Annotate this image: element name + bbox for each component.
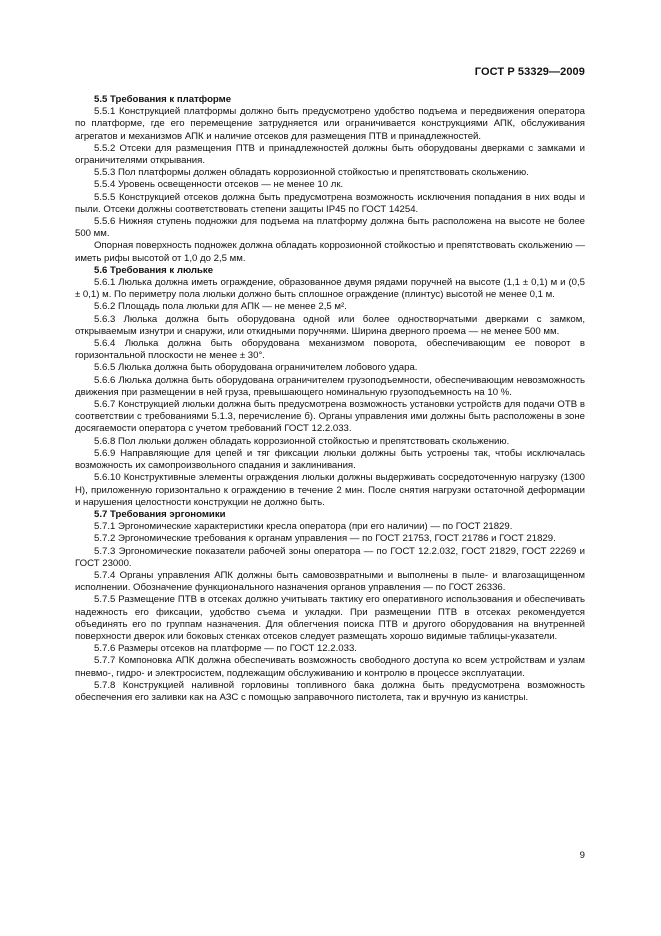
- paragraph: 5.7.5 Размещение ПТВ в отсеках должно учитывать тактику его оперативного использования и обеспечивать надежность его фиксации, удобство съема и укладки. При размещении ПТВ в отсеках рекомендуется объединять его по группам назначения. Для облегчения поиска ПТВ и другого оборудования на внутренней поверхности дверок или боковых стенках отсеков следует размещать хорошо видимые таблицы-указатели.: [75, 594, 585, 642]
- paragraph: 5.7.3 Эргономические показатели рабочей зоны оператора — по ГОСТ 12.2.032, ГОСТ 21829, ГОСТ 22269 и ГОСТ 23000.: [75, 545, 585, 569]
- section-heading: 5.7 Требования эргономики: [94, 508, 226, 520]
- paragraph: 5.5.2 Отсеки для размещения ПТВ и принадлежностей должны быть оборудованы дверками с замками и ограничителями открывания.: [75, 142, 585, 167]
- paragraph: 5.6.9 Направляющие для цепей и тяг фиксации люльки должны быть устроены так, чтобы исключалась возможность их самопроизвольного спадания и заклинивания.: [75, 447, 585, 472]
- paragraph: 5.6.1 Люлька должна иметь ограждение, образованное двумя рядами поручней на высоте (1,1 ± 0,1) м и (0,5 ± 0,1) м. По периметру пола люльки должно быть сплошное ограждение (плинтус) высотой не менее 0,1 м.: [75, 277, 585, 301]
- paragraph: 5.7.1 Эргономические характеристики кресла оператора (при его наличии) — по ГОСТ 21829.: [94, 521, 513, 533]
- paragraph: 5.5.5 Конструкцией отсеков должна быть предусмотрена возможность исключения попадания в них воды и пыли. Отсеки должны соответствовать степени защиты IP45 по ГОСТ 14254.: [75, 191, 585, 215]
- document-header: ГОСТ Р 53329—2009: [474, 66, 585, 78]
- section-heading: 5.6 Требования к люльке: [94, 264, 214, 276]
- paragraph: 5.7.6 Размеры отсеков на платформе — по ГОСТ 12.2.033.: [94, 643, 357, 655]
- paragraph: 5.5.6 Нижняя ступень подножки для подъема на платформу должна быть расположена на высоте не более 500 мм.: [75, 216, 585, 240]
- paragraph: 5.5.4 Уровень освещенности отсеков — не менее 10 лк.: [94, 179, 344, 191]
- section-heading: 5.5 Требования к платформе: [94, 94, 232, 105]
- paragraph: 5.6.10 Конструктивные элементы ограждения люльки должны выдерживать сосредоточенную нагрузку (1300 Н), приложенную горизонтально к ограждению в течение 2 мин. После снятия нагрузки остаточной деформации и нарушения целостности конструкции не должно быть.: [75, 472, 585, 508]
- paragraph: 5.6.3 Люлька должна быть оборудована одной или более одностворчатыми дверками с замком, открываемым изнутри и снаружи, или откидными поручнями. Ширина дверного проема — не менее 500 мм.: [75, 313, 585, 337]
- paragraph: 5.7.2 Эргономические требования к органам управления — по ГОСТ 21753, ГОСТ 21786 и ГОСТ 21829.: [94, 533, 556, 545]
- paragraph: 5.6.5 Люлька должна быть оборудована ограничителем лобового удара.: [94, 362, 418, 374]
- paragraph: 5.7.4 Органы управления АПК должны быть самовозвратными и выполнены в пыле- и влагозащищенном исполнении. Обозначение функционального назначения органов управления — по ГОСТ 26336.: [75, 569, 585, 594]
- paragraph: 5.6.4 Люлька должна быть оборудована механизмом поворота, обеспечивающим ее поворот в горизонтальной плоскости не менее ± 30°.: [75, 338, 585, 362]
- paragraph: 5.6.8 Пол люльки должен обладать коррозионной стойкостью и препятствовать скольжению.: [94, 435, 510, 447]
- paragraph: 5.5.3 Пол платформы должен обладать коррозионной стойкостью и препятствовать скольжению.: [94, 167, 529, 179]
- paragraph: 5.7.8 Конструкцией наливной горловины топливного бака должна быть предусмотрена возможность обеспечения его заливки как на АЗС с помощью заправочного пистолета, так и вручную из канистры.: [75, 679, 585, 703]
- paragraph: 5.5.1 Конструкцией платформы должно быть предусмотрено удобство подъема и передвижения оператора по платформе, где его перемещение затрудняется или ограничивается конструкциями АПК, обслуживания агрегатов и механизмов АПК и наличие отсеков для размещения ПТВ и принадлежностей.: [75, 106, 585, 142]
- paragraph: 5.6.6 Люлька должна быть оборудована ограничителем грузоподъемности, обеспечивающим невозможность движения при размещении в ней груза, превышающего номинальную грузоподъемность на 10 %.: [75, 374, 585, 398]
- document-body: [75, 94, 585, 704]
- page-number: 9: [579, 850, 585, 861]
- paragraph: 5.7.7 Компоновка АПК должна обеспечивать возможность свободного доступа ко всем устройствам и узлам пневмо-, гидро- и электросистем, подлежащим обслуживанию и контролю в процессе эксплуатации.: [75, 655, 585, 679]
- paragraph: 5.6.2 Площадь пола люльки для АПК — не менее 2,5 м².: [94, 301, 347, 313]
- paragraph: 5.6.7 Конструкцией люльки должна быть предусмотрена возможность установки устройств для подачи ОТВ в соответствии с требованиями 5.1.3, перечисление б). Органы управления ими должны быть расположены в зоне досягаемости оператора с учетом требований ГОСТ 12.2.033.: [75, 399, 585, 435]
- paragraph: Опорная поверхность подножек должна обладать коррозионной стойкостью и препятствовать скольжению — иметь рифы высотой от 1,0 до 2,5 мм.: [75, 240, 585, 264]
